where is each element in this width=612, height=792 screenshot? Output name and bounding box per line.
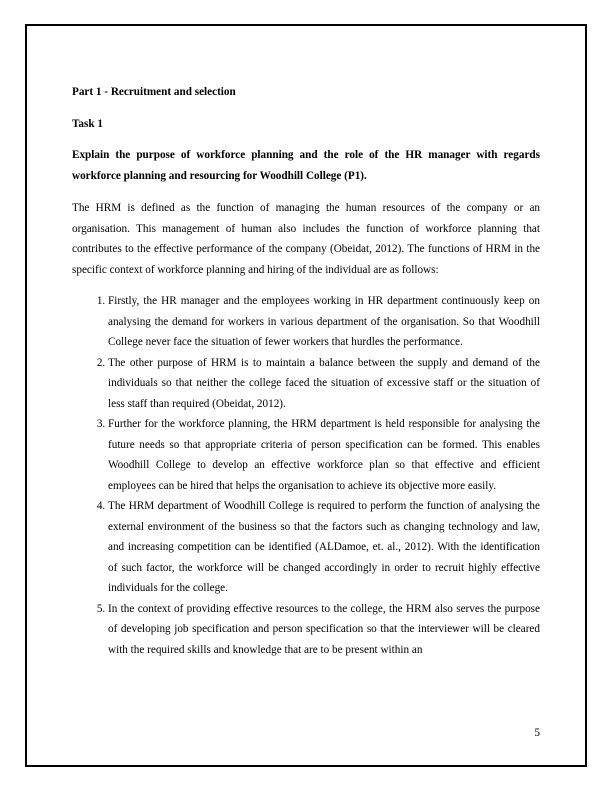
intro-paragraph: The HRM is defined as the function of managing the human resources of the company or an organisation. This management of human also includes the function of workforce planning that contributes to the effective performance of the company (Obeidat, 2012). The functions of HRM in the specific context of workforce planning and hiring of the individual are as follows: (72, 202, 540, 276)
functions-list (72, 291, 540, 660)
list-item: 3. Further for the workforce planning, the HRM department is held responsible for analysing the future needs so that appropriate criteria of person specification can be formed. This enables Woodhill College to develop an effective workforce plan so that effective and efficient employees can be hired that helps the organisation to achieve its objective more easily. (108, 414, 540, 496)
task-heading: Task 1 (72, 117, 103, 130)
document-body (72, 82, 540, 660)
list-item: 2. The other purpose of HRM is to maintain a balance between the supply and demand of the individuals so that neither the college faced the situation of excessive staff or the situation of less staff than required (Obeidat, 2012). (108, 353, 540, 415)
list-item: 4. The HRM department of Woodhill College is required to perform the function of analysing the external environment of the business so that the factors such as changing technology and law, and increasing competition can be identified (ALDamoe, et. al., 2012). With the identification of such factor, the workforce will be changed accordingly in order to recruit highly effective individuals for the college. (108, 496, 540, 599)
list-item: 5. In the context of providing effective resources to the college, the HRM also serves the purpose of developing job specification and person specification so that the interviewer will be cleared with the required skills and knowledge that are to be present within an (108, 599, 540, 661)
question-heading: Explain the purpose of workforce planning and the role of the HR manager with regards workforce planning and resourcing for Woodhill College (P1). (72, 149, 540, 182)
list-item: 1. Firstly, the HR manager and the employees working in HR department continuously keep on analysing the demand for workers in various department of the organisation. So that Woodhill College never face the situation of fewer workers that hurdles the performance. (108, 291, 540, 353)
page-number: 5 (534, 727, 540, 739)
part-heading: Part 1 - Recruitment and selection (72, 86, 236, 98)
